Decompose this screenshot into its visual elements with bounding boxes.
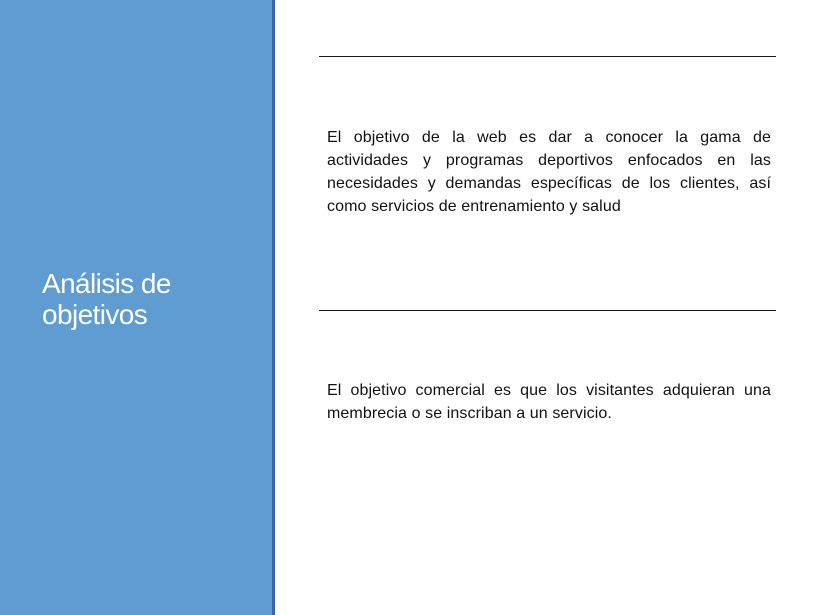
commercial-objective-text: El objetivo comercial es que los visitantes adquieran una membrecia o se inscriban a un servicio. <box>327 382 771 422</box>
panel-divider <box>272 0 275 615</box>
web-objective-text: El objetivo de la web es dar a conocer la gama de actividades y programas deportivos enfocados en las necesidades y demandas específicas de los clientes, así como servicios de entrenamiento y salud <box>327 129 771 215</box>
top-rule <box>319 56 776 57</box>
middle-rule <box>319 310 776 311</box>
title-panel <box>0 0 272 615</box>
slide-title: Análisis de objetivos <box>42 268 171 330</box>
